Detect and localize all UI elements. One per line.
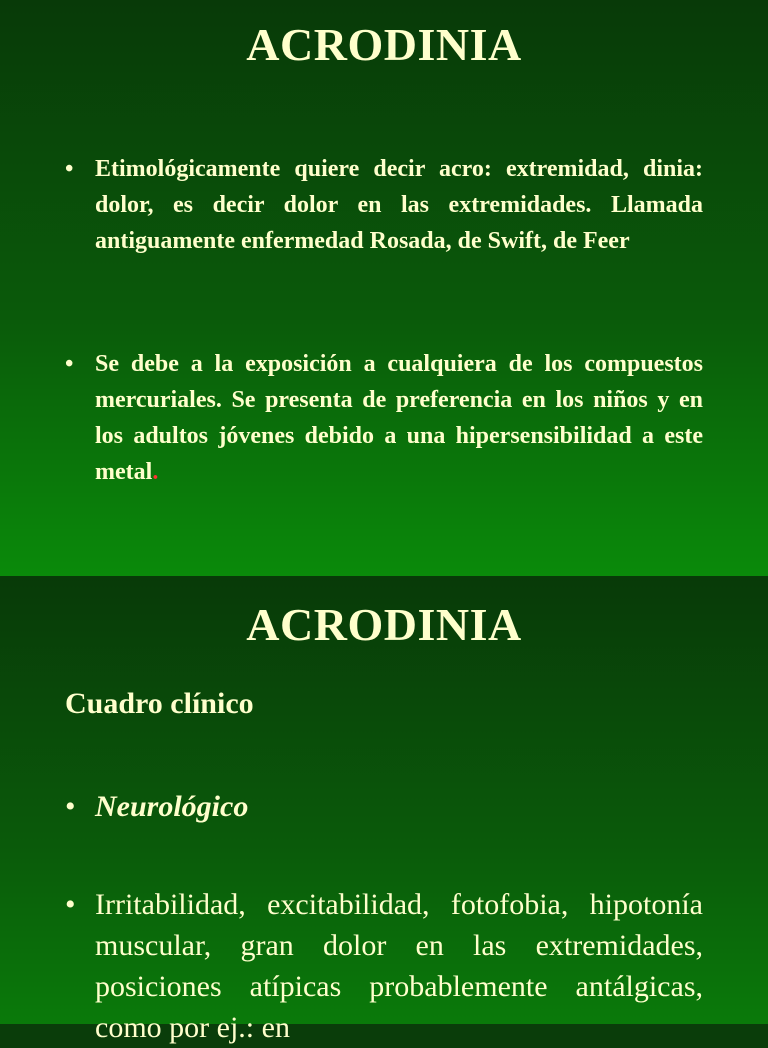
bullet-text: Etimológicamente quiere decir acro: extremidad, dinia: dolor, es decir dolor en las extremidades. Llamada antiguamente enfermedad Rosada, de Swift, de Feer — [95, 156, 703, 254]
slide-2 — [0, 576, 768, 1044]
bullet-icon: • — [65, 790, 76, 823]
bullet-item — [65, 346, 703, 490]
trailing-period: . — [152, 459, 159, 485]
slide-title: ACRODINIA — [246, 19, 522, 70]
bullet-item — [65, 151, 703, 259]
bullet-icon: • — [65, 351, 74, 377]
slide-title: ACRODINIA — [246, 599, 522, 650]
bullet-item — [65, 786, 703, 827]
bullet-text: Neurológico — [95, 790, 249, 823]
bullet-item — [65, 884, 703, 1048]
bullet-text: Irritabilidad, excitabilidad, fotofobia, hipotonía muscular, gran dolor en las extremidades, posiciones atípicas probablemente antálgicas, como por ej.: en — [95, 888, 703, 1044]
bullet-icon: • — [65, 156, 74, 182]
section-subheading: Cuadro clínico — [65, 687, 254, 720]
bullet-text: Se debe a la exposición a cualquiera de los compuestos mercuriales. Se presenta de preferencia en los niños y en los adultos jóvenes debido a una hipersensibilidad a este metal — [95, 351, 703, 485]
bullet-icon: • — [65, 888, 76, 921]
bullet-text-wrapper — [95, 346, 703, 490]
